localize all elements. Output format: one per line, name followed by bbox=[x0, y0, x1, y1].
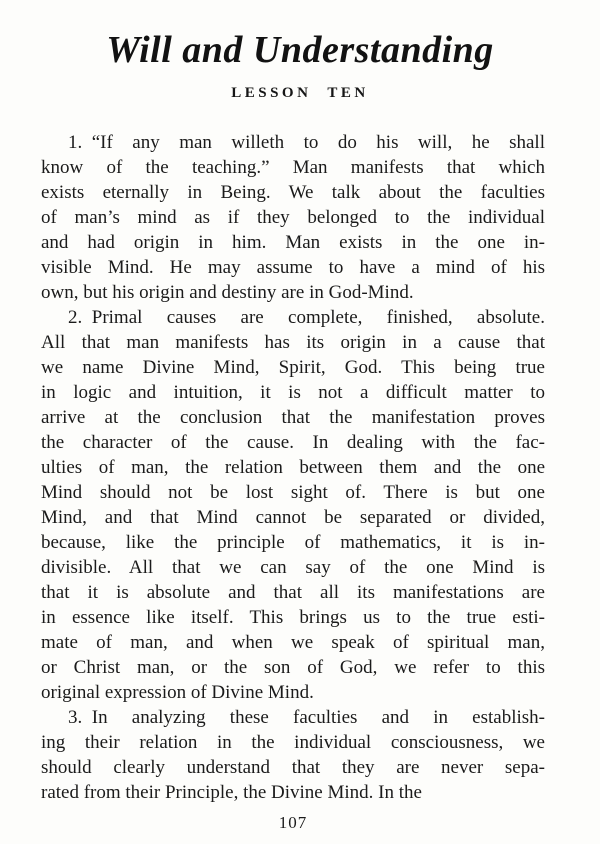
text-line: Mind should not be lost sight of. There is but one bbox=[41, 482, 545, 503]
text-line: and had origin in him. Man exists in the one in- bbox=[41, 232, 545, 253]
text-line: ulties of man, the relation between them and the one bbox=[41, 457, 545, 478]
text-line: should clearly understand that they are never sepa- bbox=[41, 757, 545, 778]
text-line: exists eternally in Being. We talk about the faculties bbox=[41, 182, 545, 203]
page-number: 107 bbox=[278, 813, 308, 832]
text-line: Mind, and that Mind cannot be separated or divided, bbox=[41, 507, 545, 528]
text-line: the character of the cause. In dealing with the fac- bbox=[41, 432, 545, 453]
text-line: in essence like itself. This brings us to the true esti- bbox=[41, 607, 545, 628]
text-column bbox=[41, 130, 545, 805]
text-line: of man’s mind as if they belonged to the individual bbox=[41, 207, 545, 228]
text-line: ing their relation in the individual consciousness, we bbox=[41, 732, 545, 753]
text-line: 1. “If any man willeth to do his will, he shall bbox=[68, 132, 545, 153]
paragraph-1 bbox=[41, 130, 545, 305]
lesson-heading: LESSON TEN bbox=[231, 85, 369, 101]
paragraph-3 bbox=[41, 705, 545, 805]
text-line: because, like the principle of mathematics, it is in- bbox=[41, 532, 545, 553]
paragraph-2 bbox=[41, 305, 545, 705]
text-line: arrive at the conclusion that the manifestation proves bbox=[41, 407, 545, 428]
text-line: visible Mind. He may assume to have a mind of his bbox=[41, 257, 545, 278]
text-line: mate of man, and when we speak of spiritual man, bbox=[41, 632, 545, 653]
text-line: own, but his origin and destiny are in God-Mind. bbox=[41, 282, 414, 303]
text-line: divisible. All that we can say of the one Mind is bbox=[41, 557, 545, 578]
text-line: 3. In analyzing these faculties and in establish- bbox=[68, 707, 545, 728]
text-line: original expression of Divine Mind. bbox=[41, 682, 314, 703]
page-title: Will and Understanding bbox=[106, 29, 494, 71]
text-line: we name Divine Mind, Spirit, God. This being true bbox=[41, 357, 545, 378]
text-line: or Christ man, or the son of God, we refer to this bbox=[41, 657, 545, 678]
text-line: that it is absolute and that all its manifestations are bbox=[41, 582, 545, 603]
text-line: rated from their Principle, the Divine Mind. In the bbox=[41, 782, 422, 803]
text-line: All that man manifests has its origin in a cause that bbox=[41, 332, 545, 353]
text-line: in logic and intuition, it is not a difficult matter to bbox=[41, 382, 545, 403]
text-line: 2. Primal causes are complete, finished, absolute. bbox=[68, 307, 545, 328]
text-line: know of the teaching.” Man manifests that which bbox=[41, 157, 545, 178]
